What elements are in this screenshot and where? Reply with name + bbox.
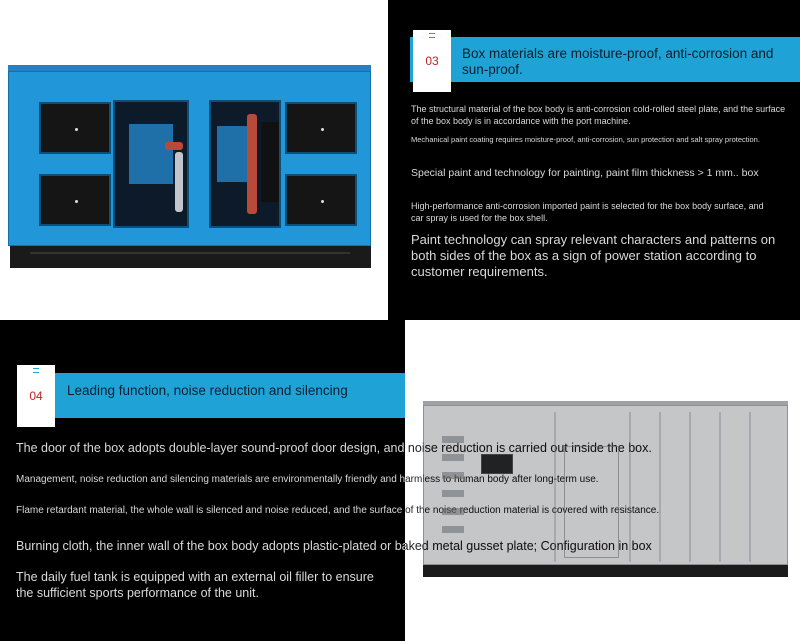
blue-generator-image [8, 65, 373, 270]
section-03-number: 03 [425, 54, 439, 68]
louver-panel [285, 102, 357, 154]
engine-bay-right [209, 100, 281, 228]
section-03-paragraph: The structural material of the box body is anti-corrosion cold-rolled steel plate, and the surface of the box body is in accordance with the port machine. [411, 104, 786, 126]
section-04-paragraph: Flame retardant material, the whole wall is silenced and noise reduced, and the surface of the noise reduction material is covered with resistance. [16, 505, 660, 516]
section-04-panel [0, 320, 800, 641]
generator-body [8, 71, 371, 246]
section-04-paragraph: Burning cloth, the inner wall of the box body adopts plastic-plated or baked metal gusset plate; Configuration in box [16, 539, 652, 553]
section-03-panel [388, 0, 800, 320]
blue-generator-image-panel [0, 0, 388, 320]
section-04-heading: Leading function, noise reduction and silencing [67, 383, 348, 398]
louver-panel [285, 174, 357, 226]
louver-panel [39, 174, 111, 226]
section-04-paragraph: The door of the box adopts double-layer sound-proof door design, and noise reduction is carried out inside the box. [16, 441, 652, 455]
section-04-paragraph: The daily fuel tank is equipped with an external oil filler to ensure the sufficient sports performance of the unit. [16, 570, 374, 600]
section-03-paragraph: Special paint and technology for painting, paint film thickness > 1 mm.. box [411, 167, 759, 179]
section-03-number-box [413, 30, 451, 92]
generator-base [10, 246, 371, 268]
section-04-paragraph: Management, noise reduction and silencing materials are environmentally friendly and harmless to human body after long-term use. [16, 474, 599, 485]
section-04-number: 04 [29, 389, 43, 403]
section-03-paragraph: Mechanical paint coating requires moisture-proof, anti-corrosion, sun protection and salt spray protection. [411, 135, 760, 144]
louver-panel [39, 102, 111, 154]
section-04-number-box [17, 365, 55, 427]
engine-bay-left [113, 100, 189, 228]
section-03-paragraph: High-performance anti-corrosion imported paint is selected for the box body surface, and car spray is used for the box shell. [411, 201, 764, 223]
section-03-paragraph: Paint technology can spray relevant characters and patterns on both sides of the box as a sign of power station according to customer requirements. [411, 232, 776, 279]
section-03-heading: Box materials are moisture-proof, anti-corrosion and sun-proof. [462, 46, 774, 77]
